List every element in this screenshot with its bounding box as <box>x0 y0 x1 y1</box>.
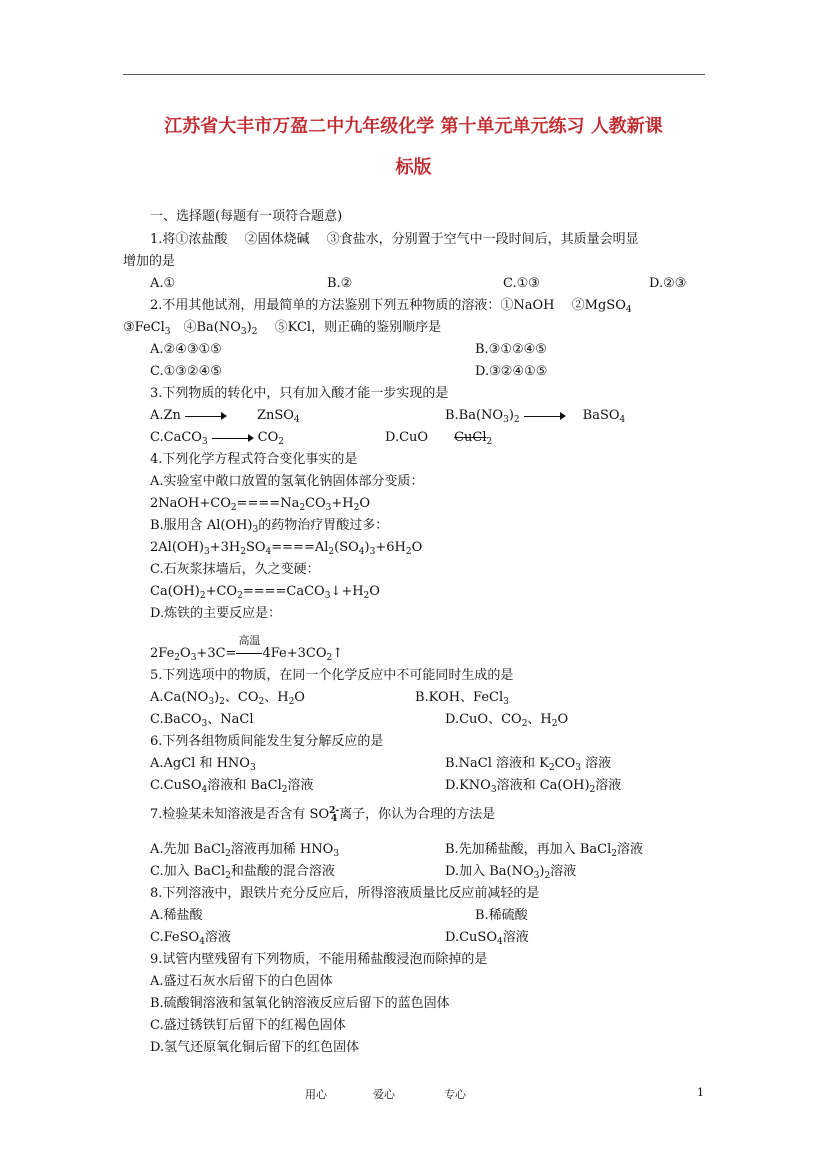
q6-option-b: B.NaCl 溶液和 $K_2CO_3$ 溶液 <box>445 756 612 773</box>
q6-option-c: C.CuSO$_4$溶液和 BaCl$_2$溶液 <box>150 778 314 795</box>
page-number: 1 <box>697 1086 704 1099</box>
q3-option-d: D.CuO CuCl$_2$ <box>385 430 493 447</box>
q9-option-b: B.硫酸铜溶液和氢氧化钠溶液反应后留下的蓝色固体 <box>150 996 450 1011</box>
q8-option-c: C.FeSO$_4$溶液 <box>150 930 231 947</box>
q7-option-b: B.先加稀盐酸，再加入 BaCl$_2$溶液 <box>445 842 643 859</box>
q4-option-b: B.服用含 $Al(OH)_3$的药物治疗胃酸过多： <box>150 518 389 535</box>
q4-option-a: A.实验室中敞口放置的氢氧化钠固体部分变质： <box>150 474 424 489</box>
q1-stem-cont: 增加的是 <box>123 254 176 269</box>
q6-stem: 6.下列各组物质间能发生复分解反应的是 <box>150 734 384 749</box>
q4-option-c: C.石灰浆抹墙后，久之变硬： <box>150 562 320 577</box>
q4-equation-d: $2Fe_2O_3+3C=$ 高温 $4Fe+3CO_2↑$ <box>150 634 344 663</box>
page-title: 江苏省大丰市万盈二中九年级化学 第十单元单元练习 人教新课 <box>164 116 663 137</box>
q2-option-d: D.③②④①⑤ <box>475 364 548 379</box>
q8-option-d: D.CuSO$_4$溶液 <box>445 930 529 947</box>
q5-option-b: B.KOH、FeCl$_3$ <box>415 690 509 707</box>
page-title-line2: 标版 <box>395 157 432 178</box>
q1-option-a: A.① <box>150 276 176 291</box>
q3-option-b: $B.Ba(NO_3)_2$ BaSO$_4$ <box>445 408 626 425</box>
q7-stem: 7.检验某未知溶液是否含有 SO2- 4 离子，你认为合理的方法是 <box>150 805 496 824</box>
q5-option-d: D.CuO、$CO_2$、$H_2O$ <box>445 712 569 729</box>
q5-stem: 5.下列选项中的物质，在同一个化学反应中不可能同时生成的是 <box>150 668 514 683</box>
q8-option-a: A.稀盐酸 <box>150 908 203 923</box>
q1-stem: 1.将①浓盐酸 ②固体烧碱 ③食盐水，分别置于空气中一段时间后，其质量会明显 <box>150 232 639 247</box>
q3-stem: 3.下列物质的转化中，只有加入酸才能一步实现的是 <box>150 386 449 401</box>
q9-option-a: A.盛过石灰水后留下的白色固体 <box>150 974 333 989</box>
q1-option-d: D.②③ <box>649 276 687 291</box>
q3-option-c: C.CaCO$_3$ $CO_2$ <box>150 430 284 447</box>
q6-option-a: A.AgCl 和 $HNO_3$ <box>150 756 256 773</box>
q6-option-d: $D.KNO_3$溶液和 $Ca(OH)_2$溶液 <box>445 778 622 795</box>
q8-stem: 8.下列溶液中，跟铁片充分反应后，所得溶液质量比反应前减轻的是 <box>150 886 540 901</box>
q2-option-c: C.①③②④⑤ <box>150 364 222 379</box>
footer-motto-2: 爱心 <box>373 1088 395 1101</box>
q7-option-c: C.加入 BaCl$_2$和盐酸的混合溶液 <box>150 864 335 881</box>
q7-option-d: D.加入 $Ba(NO_3)_2$溶液 <box>445 864 577 881</box>
q3-option-a: A.Zn ZnSO$_4$ <box>150 408 300 425</box>
q9-option-d: D.氢气还原氧化铜后留下的红色固体 <box>150 1040 360 1055</box>
q9-stem: 9.试管内壁残留有下列物质，不能用稀盐酸浸泡而除掉的是 <box>150 952 488 967</box>
arrow-icon <box>185 411 227 421</box>
q7-option-a: A.先加 BaCl$_2$溶液再加稀 $HNO_3$ <box>150 842 340 859</box>
q5-option-a: $A.Ca(NO_3)_2$、$CO_2$、$H_2O$ <box>150 690 305 707</box>
footer-motto-1: 用心 <box>305 1088 327 1101</box>
q1-option-b: B.② <box>327 276 353 291</box>
q2-stem: 2.不用其他试剂，用最简单的方法鉴别下列五种物质的溶液：①NaOH ②MgSO$_4$ <box>150 298 632 315</box>
q1-option-c: C.①③ <box>503 276 540 291</box>
header-rule <box>123 74 705 75</box>
q4-equation-a: $2NaOH+CO_2====Na_2CO_3+H_2O$ <box>150 496 371 513</box>
q4-equation-b: $2Al(OH)_3+3H_2SO_4====Al_2(SO_4)_3+6H_2O$ <box>150 540 423 557</box>
q4-option-d: D.炼铁的主要反应是： <box>150 606 282 621</box>
footer-motto-3: 专心 <box>444 1088 466 1101</box>
q2-option-a: A.②④③①⑤ <box>150 342 222 357</box>
q5-option-c: C.BaCO$_3$、NaCl <box>150 712 254 729</box>
q2-stem-cont: ③FeCl$_3$ $④Ba(NO_3)_2$ ⑤KCl，则正确的鉴别顺序是 <box>123 320 442 337</box>
arrow-icon <box>524 411 566 421</box>
q4-equation-c: $Ca(OH)_2+CO_2====CaCO_3↓+H_2O$ <box>150 584 380 601</box>
q8-option-b: B.稀硫酸 <box>475 908 528 923</box>
q4-stem: 4.下列化学方程式符合变化事实的是 <box>150 452 358 467</box>
q9-option-c: C.盛过锈铁钉后留下的红褐色固体 <box>150 1018 346 1033</box>
q2-option-b: B.③①②④⑤ <box>475 342 547 357</box>
section-heading: 一、选择题(每题有一项符合题意) <box>150 209 343 224</box>
arrow-icon <box>212 433 254 443</box>
